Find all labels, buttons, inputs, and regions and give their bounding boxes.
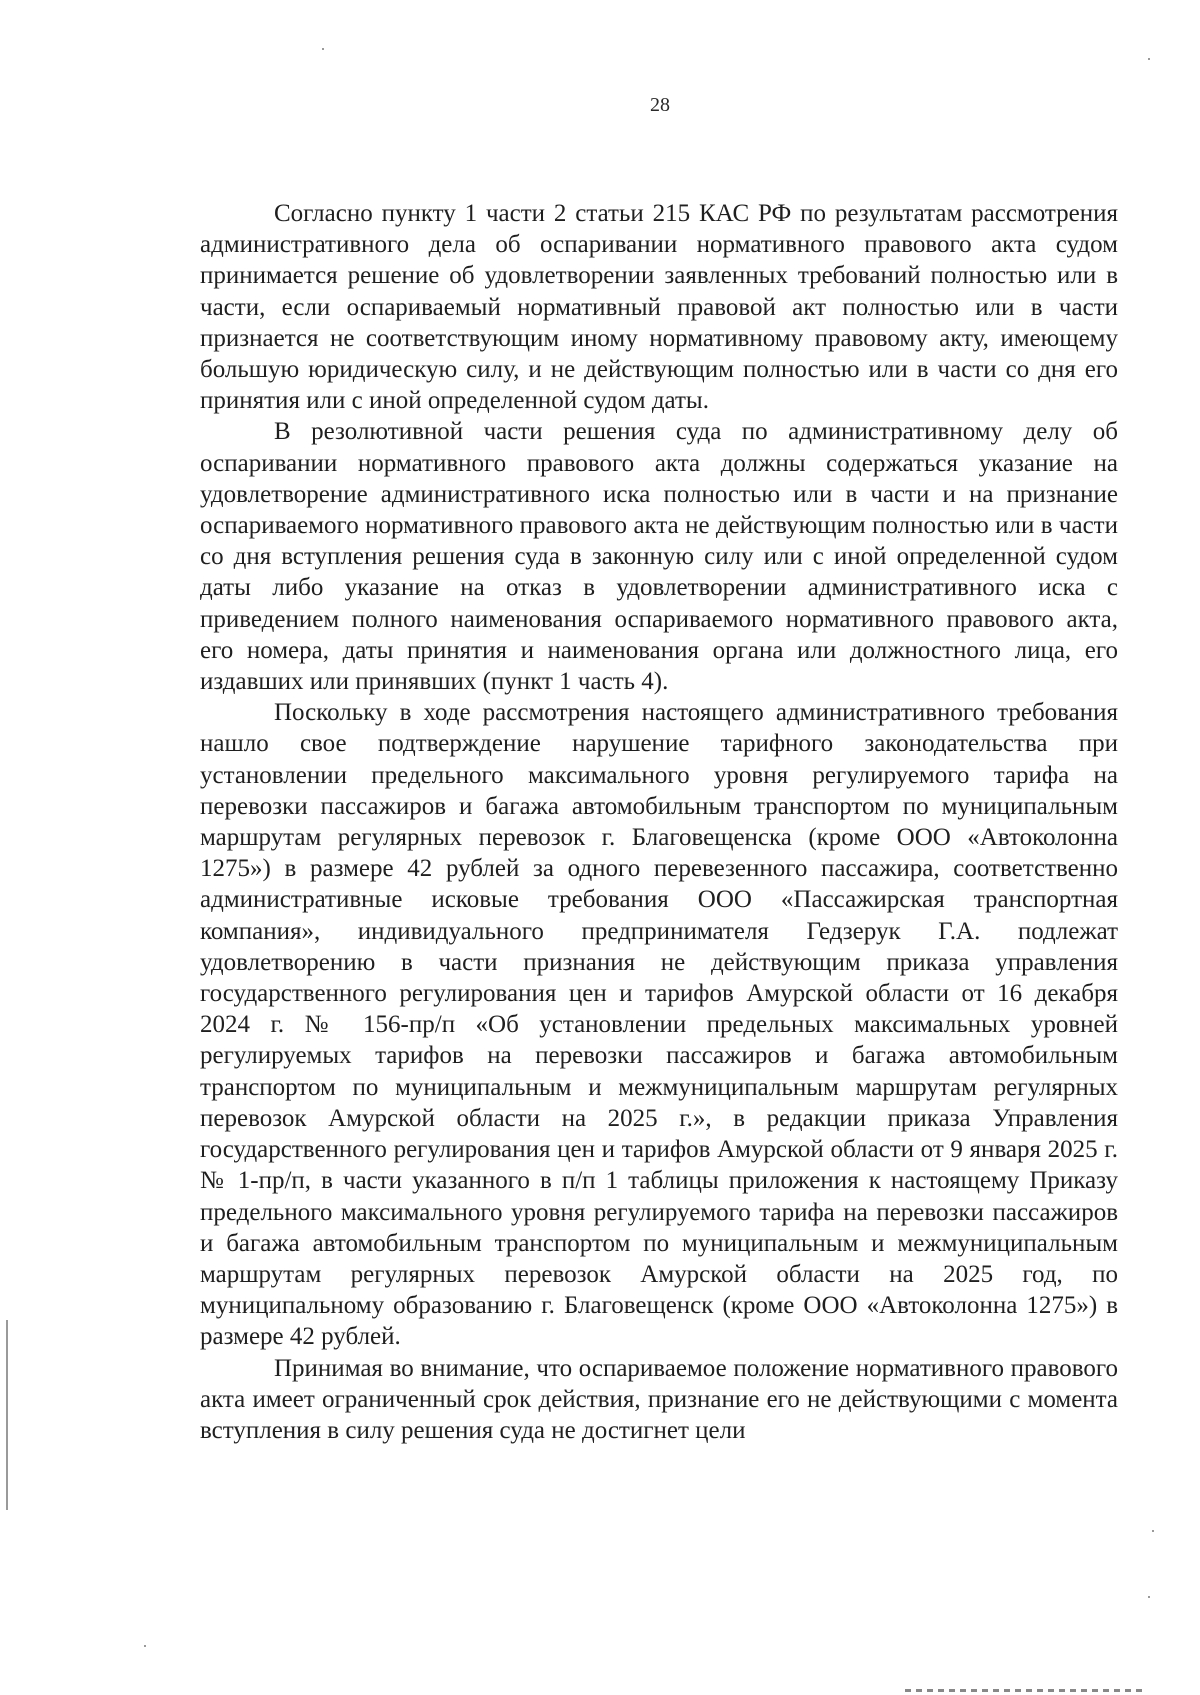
scan-speck	[1148, 58, 1150, 60]
scan-edge-line	[6, 1320, 8, 1510]
scan-speck	[1148, 1596, 1150, 1598]
document-body	[200, 198, 1118, 1446]
paragraph-2: В резолютивной части решения суда по административному делу об оспаривании нормативного правового акта должны содержаться указание на удовлетворение административного иска полностью или в части и на признание оспариваемого нормативного правового акта не действующим полностью или в части со дня вступления решения суда в законную силу или с иной определенной судом даты либо указание на отказ в удовлетворении административного иска с приведением полного наименования оспариваемого нормативного правового акта, его номера, даты принятия и наименования органа или должностного лица, его издавших или принявших (пункт 1 часть 4).	[200, 418, 1118, 696]
scan-speck	[1152, 1530, 1154, 1532]
paragraph-3: Поскольку в ходе рассмотрения настоящего административного требования нашло свое подтверждение нарушение тарифного законодательства при установлении предельного максимального уровня регулируемого тарифа на перевозки пассажиров и багажа автомобильным транспортом по муниципальным маршрутам регулярных перевозок г. Благовещенска (кроме ООО «Автоколонна 1275») в размере 42 рублей за одного перевезенного пассажира, соответственно административные исковые требования ООО «Пассажирская транспортная компания», индивидуального предпринимателя Гедзерук Г.А. подлежат удовлетворению в части признания не действующим приказа управления государственного регулирования цен и тарифов Амурской области от 16 декабря 2024 г. № 156-пр/п «Об установлении предельных максимальных уровней регулируемых тарифов на перевозки пассажиров и багажа автомобильным транспортом по муниципальным и межмуниципальным маршрутам регулярных перевозок Амурской области на 2025 г.», в редакции приказа Управления государственного регулирования цен и тарифов Амурской области от 9 января 2025 г. № 1-пр/п, в части указанного в п/п 1 таблицы приложения к настоящему Приказу предельного максимального уровня регулируемого тарифа на перевозки пассажиров и багажа автомобильным транспортом по муниципальным и межмуниципальным маршрутам регулярных перевозок Амурской области на 2025 год, по муниципальному образованию г. Благовещенск (кроме ООО «Автоколонна 1275») в размере 42 рублей.	[200, 699, 1118, 1351]
scan-speck	[144, 1645, 146, 1647]
scan-bottom-marks	[905, 1689, 1145, 1692]
scan-speck	[322, 48, 324, 50]
paragraph-1: Согласно пункту 1 части 2 статьи 215 КАС РФ по результатам рассмотрения административного дела об оспаривании нормативного правового акта судом принимается решение об удовлетворении заявленных требований полностью или в части, если оспариваемый нормативный правовой акт полностью или в части признается не соответствующим иному нормативному правовому акту, имеющему большую юридическую силу, и не действующим полностью или в части со дня его принятия или с иной определенной судом даты.	[200, 200, 1118, 415]
paragraph-4: Принимая во внимание, что оспариваемое положение нормативного правового акта имеет ограниченный срок действия, признание его не действующими с момента вступления в силу решения суда не достигнет цели	[200, 1354, 1118, 1444]
page-number: 28	[650, 94, 670, 116]
